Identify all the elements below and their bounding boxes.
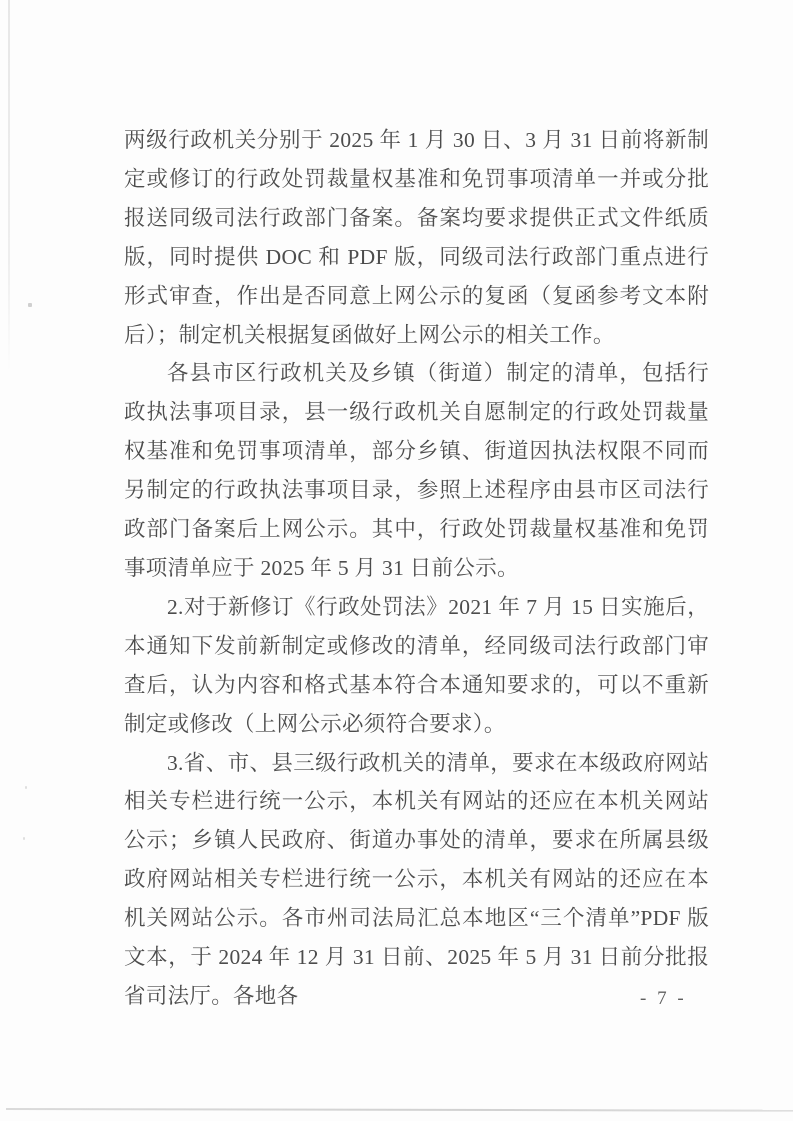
document-body — [124, 121, 709, 1016]
scan-edge-artifact-left — [8, 0, 10, 372]
paragraph: 两级行政机关分别于 2025 年 1 月 30 日、3 月 31 日前将新制定或修订的行政处罚裁量权基准和免罚事项清单一并或分批报送同级司法行政部门备案。备案均要求提供正式文件纸质版，同时提供 DOC 和 PDF 版，同级司法行政部门重点进行形式审查，作出是否同意上网公示的复函（复函参考文本附后）；制定机关根据复函做好上网公示的相关工作。 — [124, 128, 709, 347]
paragraph: 各县市区行政机关及乡镇（街道）制定的清单，包括行政执法事项目录，县一级行政机关自愿制定的行政处罚裁量权基准和免罚事项清单，部分乡镇、街道因执法权限不同而另制定的行政执法事项目录，参照上述程序由县市区司法行政部门备案后上网公示。其中，行政处罚裁量权基准和免罚事项清单应于 2025 年 5 月 31 日前公示。 — [124, 361, 709, 580]
paragraph: 3.省、市、县三级行政机关的清单，要求在本级政府网站相关专栏进行统一公示，本机关有网站的还应在本机关网站公示；乡镇人民政府、街道办事处的清单，要求在所属县级政府网站相关专栏进行统一公示，本机关有网站的还应在本机关网站公示。各市州司法局汇总本地区“三个清单”PDF 版文本，于 2024 年 12 月 31 日前、2025 年 5 月 31 日前分批报省司法厅。各地各 — [124, 750, 709, 1008]
page-number: - 7 - — [640, 988, 687, 1009]
paragraph: 2.对于新修订《行政处罚法》2021 年 7 月 15 日实施后，本通知下发前新制定或修改的清单，经同级司法行政部门审查后，认为内容和格式基本符合本通知要求的，可以不重新制定或修改（上网公示必须符合要求）。 — [124, 594, 709, 736]
scan-speck — [23, 837, 25, 840]
scan-speck — [28, 303, 32, 307]
scan-edge-artifact-bottom — [6, 1108, 793, 1111]
scan-speck — [25, 786, 27, 789]
